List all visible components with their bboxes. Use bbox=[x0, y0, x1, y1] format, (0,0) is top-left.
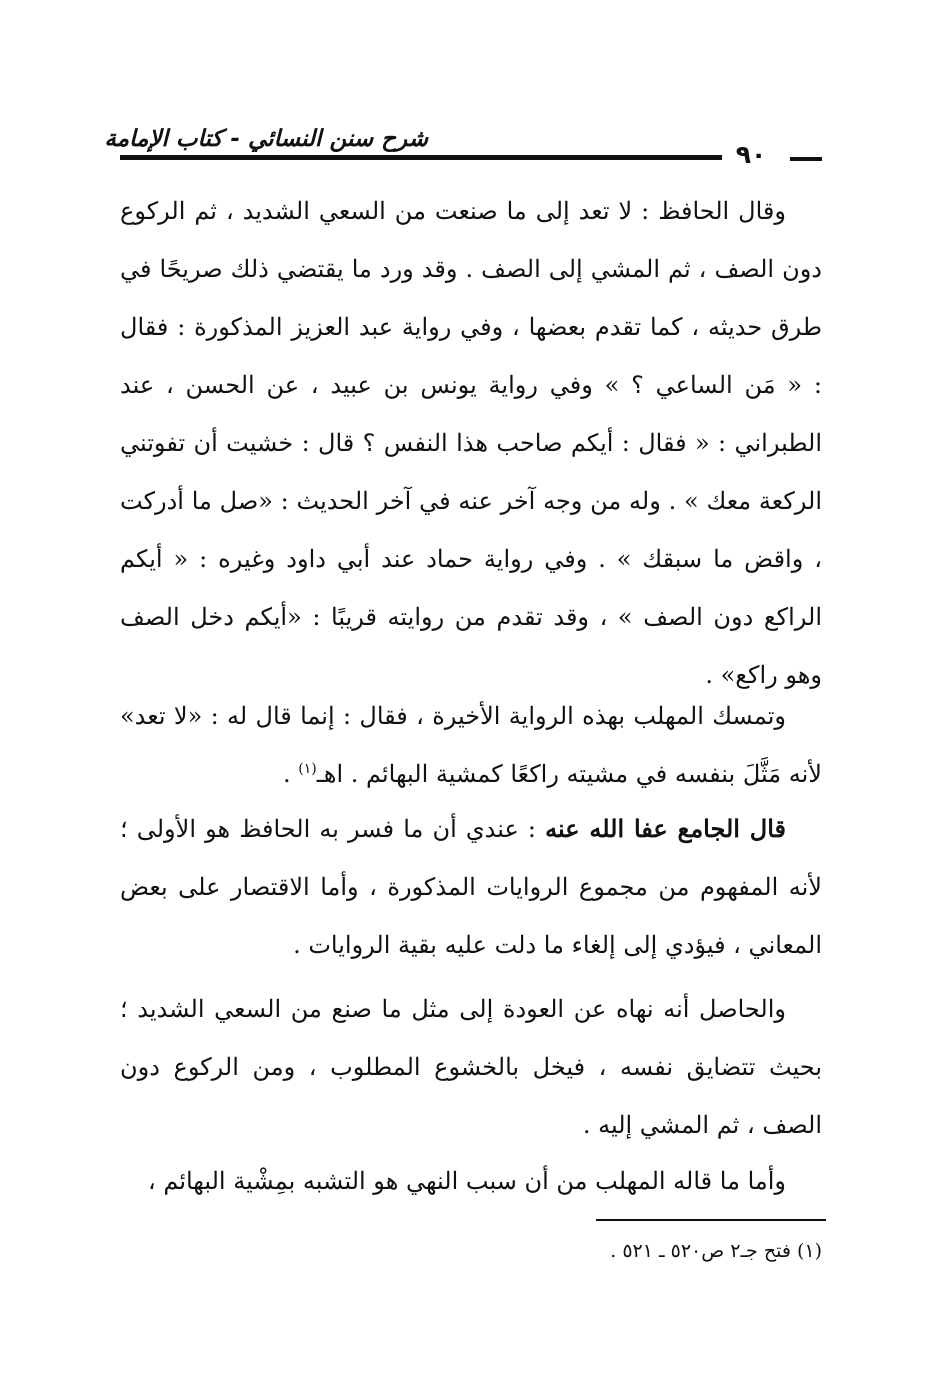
paragraph-conclusion: والحاصل أنه نهاه عن العودة إلى مثل ما صنع من السعي الشديد ؛ بحيث تتضايق نفسه ، فيخل بالخشوع المطلوب ، ومن الركوع دون الصف ، ثم المشي إليه . bbox=[120, 995, 822, 1139]
running-title: شرح سنن النسائي - كتاب الإمامة bbox=[104, 126, 428, 152]
paragraph-muhallab-tail: . bbox=[283, 760, 299, 788]
paragraph-muhallab-text: وتمسك المهلب بهذه الرواية الأخيرة ، فقال : إنما قال له : «لا تعد» لأنه مَثَّلَ بنفسه في مشيته راكعًا كمشية البهائم . اهـ bbox=[120, 702, 822, 788]
page-number: ٩٠ bbox=[735, 140, 767, 169]
header-dash bbox=[790, 157, 822, 161]
paragraph-muhallab bbox=[120, 687, 822, 803]
footnote-rule bbox=[596, 1219, 826, 1221]
footnote-reference: (١) bbox=[298, 761, 317, 777]
footnote: (١) فتح جـ٢ ص٥٢٠ ـ ٥٢١ . bbox=[610, 1240, 822, 1262]
paragraph-jami-comment bbox=[120, 800, 822, 974]
paragraph-continuation: وأما ما قاله المهلب من أن سبب النهي هو التشبه بمِشْية البهائم ، bbox=[147, 1167, 786, 1195]
paragraph-hafiz-quote: وقال الحافظ : لا تعد إلى ما صنعت من السعي الشديد ، ثم الركوع دون الصف ، ثم المشي إلى الصف . وقد ورد ما يقتضي ذلك صريحًا في طرق حديثه ، كما تقدم بعضها ، وفي رواية عبد العزيز المذكورة : فقال : « مَن الساعي ؟ » وفي رواية يونس بن عبيد ، عن الحسن ، عند الطبراني : « فقال : أيكم صاحب هذا النفس ؟ قال : خشيت أن تفوتني الركعة معك » . وله من وجه آخر عنه في آخر الحديث : «صل ما أدركت ، واقض ما سبقك » . وفي رواية حماد عند أبي داود وغيره : « أيكم الراكع دون الصف » ، وقد تقدم من روايته قريبًا : «أيكم دخل الصف وهو راكع» . bbox=[120, 197, 822, 689]
jami-lead-phrase: قال الجامع عفا الله عنه bbox=[545, 814, 787, 843]
header-rule bbox=[120, 155, 722, 160]
jami-comment-text: : عندي أن ما فسر به الحافظ هو الأولى ؛ لأنه المفهوم من مجموع الروايات المذكورة ، وأما الاقتصار على بعض المعاني ، فيؤدي إلى إلغاء ما دلت عليه بقية الروايات . bbox=[120, 815, 822, 959]
